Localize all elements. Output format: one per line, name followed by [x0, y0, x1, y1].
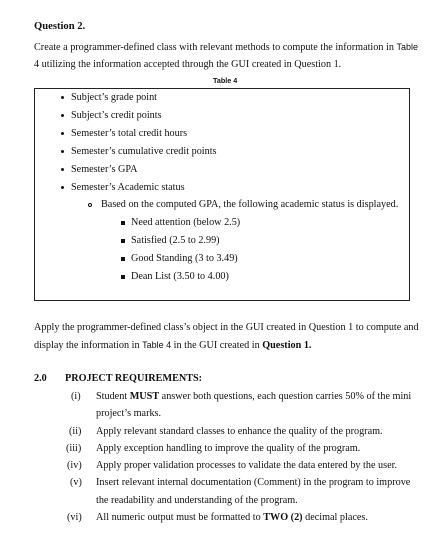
intro-line-1: [34, 43, 418, 53]
apply-line-2: [34, 341, 311, 351]
requirement-number: (vi): [67, 512, 82, 523]
requirement-text: All numeric output must be formatted to: [96, 512, 264, 523]
requirement-item: Insert relevant internal documentation (Comment) in the program to improve: [96, 477, 411, 488]
bullet-item: Semester’s total credit hours: [71, 128, 188, 139]
section-title: PROJECT REQUIREMENTS:: [65, 373, 203, 384]
intro-line-2: 4 utilizing the information accepted through the GUI created in Question 1.: [34, 59, 342, 70]
apply-text-mid: in the GUI created in: [171, 340, 263, 351]
requirement-number: (ii): [69, 426, 82, 437]
requirement-continuation: project’s marks.: [96, 408, 162, 419]
requirement-item: Apply exception handling to improve the quality of the program.: [96, 443, 361, 454]
requirement-text: answer both questions, each question carries 50% of the mini: [159, 391, 412, 402]
status-item: Dean List (3.50 to 4.00): [131, 271, 229, 282]
intro-table-ref: Table: [396, 42, 418, 52]
intro-text: Create a programmer-defined class with relevant methods to compute the information in: [34, 42, 394, 53]
requirement-emphasis: TWO (2): [263, 512, 303, 523]
status-item: Good Standing (3 to 3.49): [131, 253, 238, 264]
bullet-item: Subject’s credit points: [71, 110, 162, 121]
requirement-item: [96, 392, 411, 402]
bullet-item: Semester’s cumulative credit points: [71, 146, 217, 157]
question-heading: Question 2.: [34, 21, 86, 32]
bullet-item: Subject’s grade point: [71, 92, 158, 103]
bullet-item: Semester’s Academic status: [71, 182, 185, 193]
square-bullet-icon: [121, 221, 125, 225]
requirement-item: Apply relevant standard classes to enhance the quality of the program.: [96, 426, 383, 437]
requirement-text: decimal places.: [302, 512, 368, 523]
requirement-number: (iii): [66, 443, 82, 454]
square-bullet-icon: [121, 275, 125, 279]
bullet-item: Semester’s GPA: [71, 164, 138, 175]
requirement-number: (i): [71, 391, 81, 402]
requirement-text: Student: [96, 391, 130, 402]
requirement-continuation: the readability and understanding of the program.: [96, 495, 298, 506]
apply-text: display the information in: [34, 340, 140, 351]
status-item: Need attention (below 2.5): [131, 217, 241, 228]
requirement-number: (v): [70, 477, 82, 488]
status-item: Satisfied (2.5 to 2.99): [131, 235, 220, 246]
apply-line-1: Apply the programmer-defined class’s object in the GUI created in Question 1 to compute and: [34, 322, 419, 333]
square-bullet-icon: [121, 239, 125, 243]
requirement-emphasis: MUST: [129, 391, 160, 402]
section-number: 2.0: [34, 373, 47, 384]
apply-table-ref: Table 4: [142, 340, 172, 350]
table-caption: Table 4: [213, 76, 238, 85]
requirement-item: Apply proper validation processes to validate the data entered by the user.: [96, 460, 397, 471]
sub-bullet-text: Based on the computed GPA, the following academic status is displayed.: [101, 199, 399, 210]
requirement-item: [96, 513, 368, 523]
apply-question-ref: Question 1.: [262, 340, 312, 351]
circle-bullet-icon: [88, 203, 92, 207]
requirement-number: (iv): [67, 460, 82, 471]
square-bullet-icon: [121, 257, 125, 261]
